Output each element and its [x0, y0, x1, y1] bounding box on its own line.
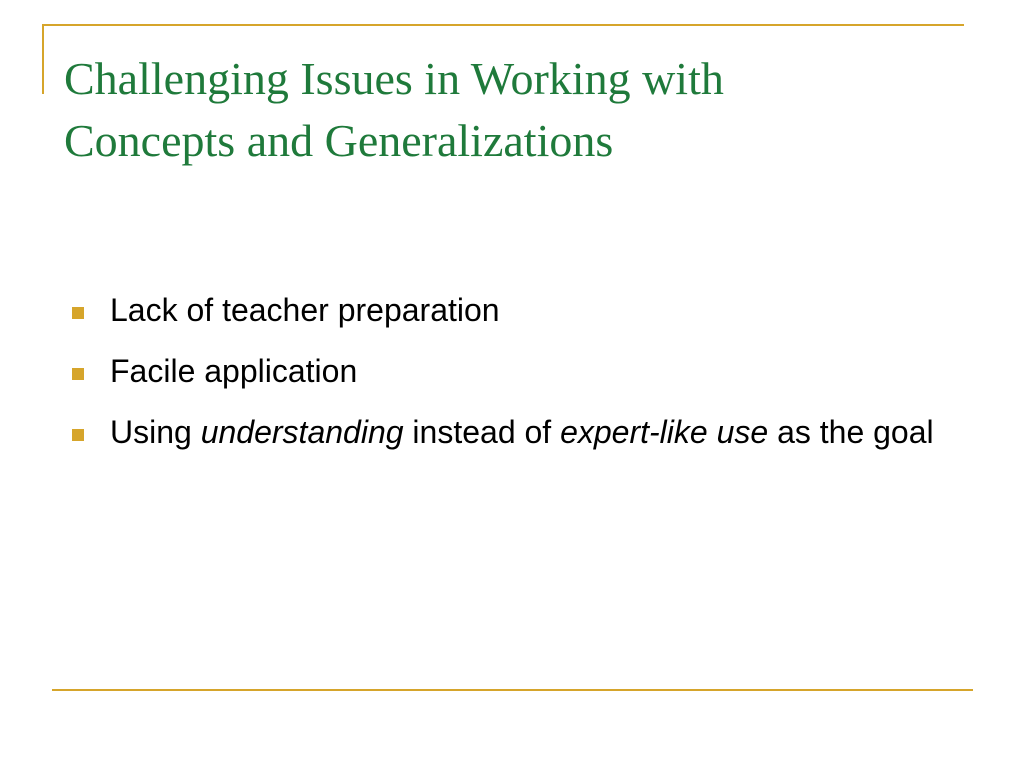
bullet-item — [72, 290, 952, 330]
bullet-list — [72, 290, 952, 473]
square-bullet-icon — [72, 368, 84, 380]
square-bullet-icon — [72, 429, 84, 441]
bullet-text-part: instead of — [403, 414, 561, 450]
top-rule — [42, 24, 964, 26]
bullet-emphasis: understanding — [200, 414, 404, 450]
bullet-text: Lack of teacher preparation — [110, 292, 500, 328]
bullet-text-part: Using — [110, 414, 201, 450]
bullet-text: Facile application — [110, 353, 358, 389]
title-line-2: Concepts and Generalizations — [64, 115, 614, 166]
title-line-1: Challenging Issues in Working with — [64, 53, 724, 104]
square-bullet-icon — [72, 307, 84, 319]
bullet-item — [72, 412, 952, 452]
bottom-rule — [52, 689, 973, 691]
slide-title — [64, 48, 964, 172]
bullet-emphasis: expert-like use — [560, 414, 769, 450]
bullet-text-part: as the goal — [768, 414, 934, 450]
left-rule — [42, 24, 44, 94]
bullet-item — [72, 351, 952, 391]
